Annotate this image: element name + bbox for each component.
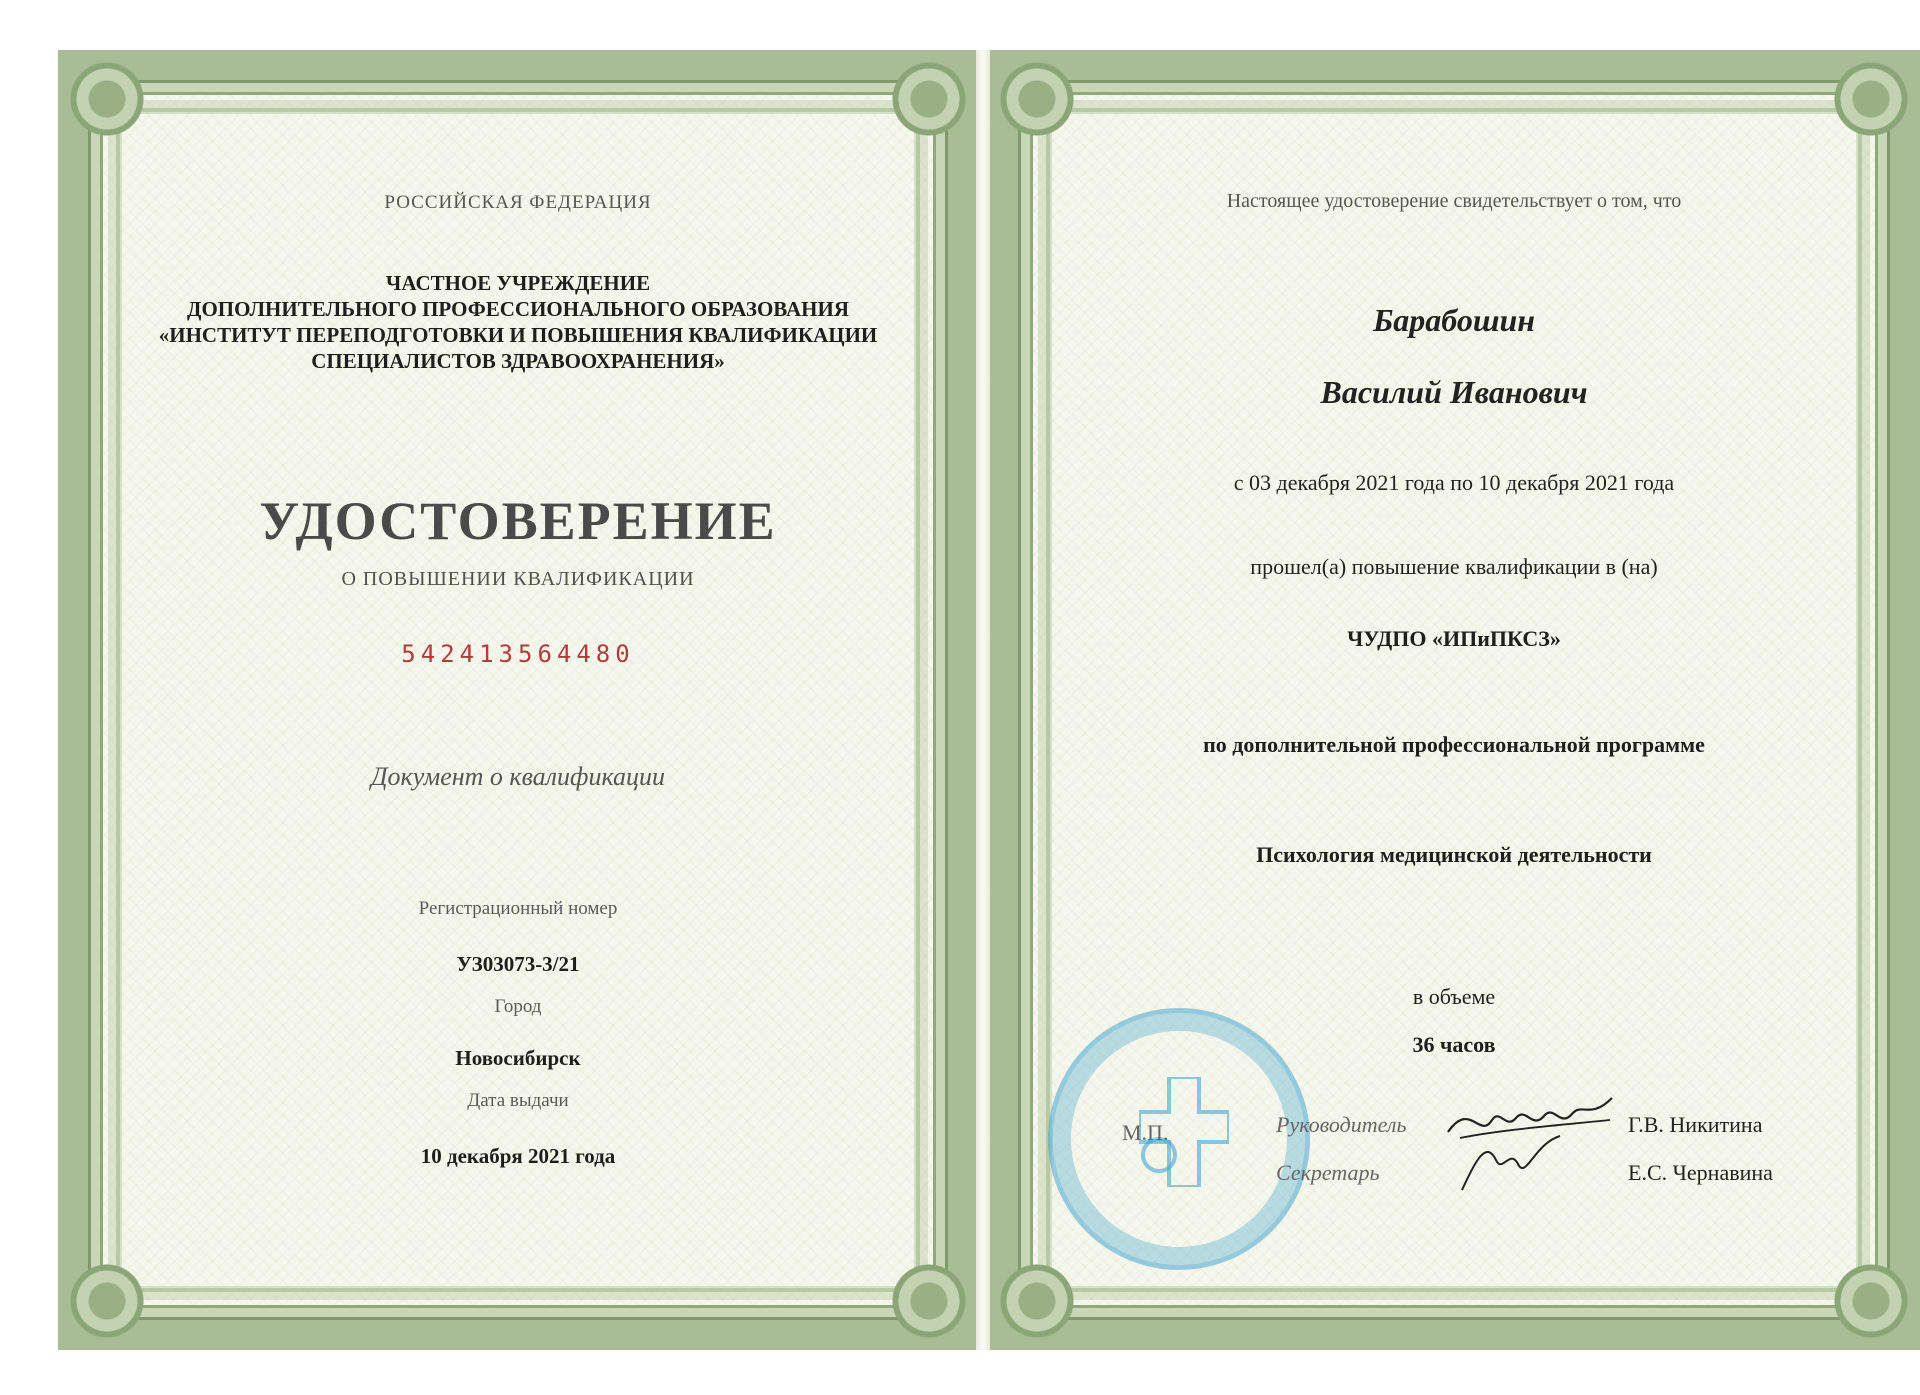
passed-statement: прошел(а) повышение квалификации в (на) [1250, 554, 1658, 579]
ornament-corner [886, 56, 972, 142]
registration-number: УЗ03073-3/21 [456, 952, 580, 976]
registration-label: Регистрационный номер [418, 898, 618, 919]
volume-value: 36 часов [1412, 1032, 1496, 1057]
left-page [58, 50, 978, 1350]
ornament-corner [886, 1258, 972, 1344]
program-name: Психология медицинской деятельности [1256, 842, 1652, 867]
ornament-corner [994, 1258, 1080, 1344]
city-label: Город [494, 996, 542, 1017]
secretary-role: Секретарь [1276, 1160, 1380, 1185]
secretary-name: Е.С. Чернавина [1628, 1160, 1773, 1185]
issue-date-value: 10 декабря 2021 года [420, 1144, 616, 1168]
page-fold [976, 50, 990, 1350]
ornament-corner [1828, 1258, 1914, 1344]
institution-line: «ИНСТИТУТ ПЕРЕПОДГОТОВКИ И ПОВЫШЕНИЯ КВАЛИФИКАЦИИ [158, 323, 878, 347]
holder-surname: Барабошин [1372, 302, 1536, 338]
ornament-corner [1828, 56, 1914, 142]
institution-line: СПЕЦИАЛИСТОВ ЗДРАВООХРАНЕНИЯ» [311, 349, 725, 373]
institution-line: ЧАСТНОЕ УЧРЕЖДЕНИЕ [385, 271, 651, 295]
city-value: Новосибирск [455, 1046, 581, 1070]
issue-date-label: Дата выдачи [467, 1090, 569, 1111]
organization-short-name: ЧУДПО «ИПиПКСЗ» [1347, 626, 1561, 651]
official-seal [1048, 1008, 1310, 1270]
institution-line: ДОПОЛНИТЕЛЬНОГО ПРОФЕССИОНАЛЬНОГО ОБРАЗОВАНИЯ [187, 297, 849, 321]
country-name: РОССИЙСКАЯ ФЕДЕРАЦИЯ [384, 192, 652, 213]
ornament-corner [994, 56, 1080, 142]
institution-name [58, 270, 978, 374]
volume-label: в объеме [1412, 984, 1496, 1009]
seal-placeholder-label: М.П. [1122, 1120, 1169, 1145]
document-title: УДОСТОВЕРЕНИЕ [259, 491, 777, 551]
document-subtitle: О ПОВЫШЕНИИ КВАЛИФИКАЦИИ [341, 568, 695, 590]
ornament-corner [64, 1258, 150, 1344]
certificate-intro: Настоящее удостоверение свидетельствует о том, что [1226, 190, 1682, 212]
serial-number: 542413564480 [401, 640, 635, 668]
program-label: по дополнительной профессиональной программе [1203, 732, 1705, 757]
head-role: Руководитель [1276, 1112, 1407, 1137]
head-name: Г.В. Никитина [1628, 1112, 1763, 1137]
document-kind: Документ о квалификации [371, 762, 665, 791]
secretary-signature [1456, 1130, 1566, 1200]
holder-given-names: Василий Иванович [1320, 374, 1588, 410]
training-period: с 03 декабря 2021 года по 10 декабря 2021 года [1233, 470, 1675, 495]
ornament-corner [64, 56, 150, 142]
